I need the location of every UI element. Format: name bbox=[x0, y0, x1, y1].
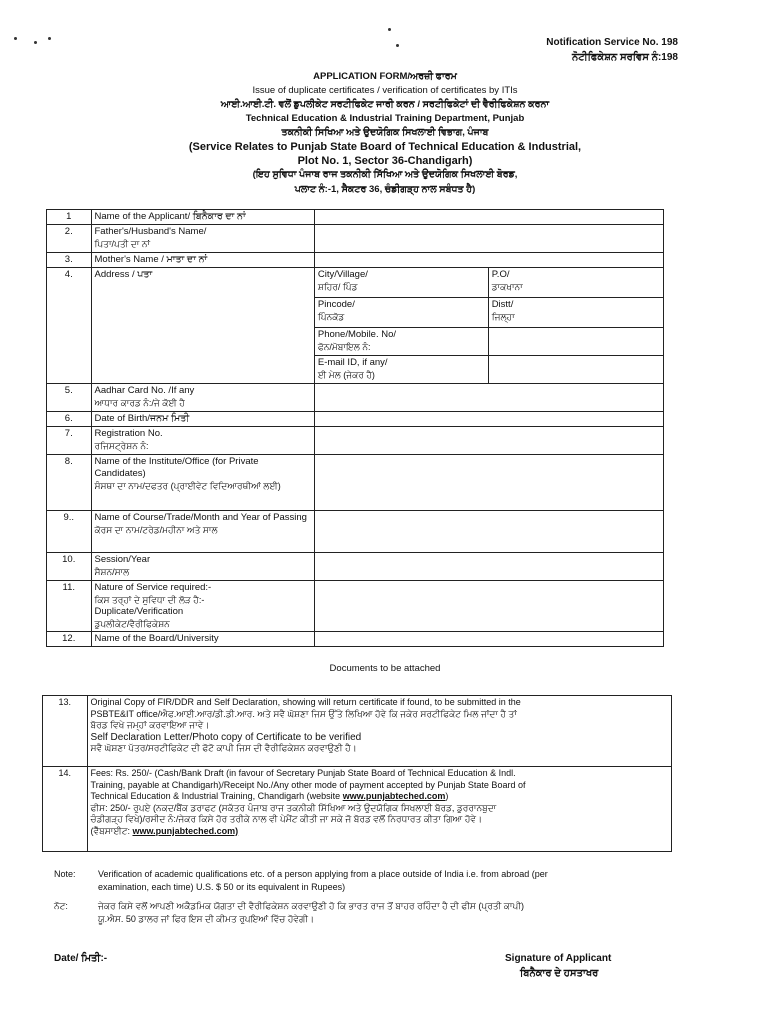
service-relation-line1: (Service Relates to Punjab State Board of Technical Education & Industrial, bbox=[188, 141, 582, 153]
label-en-2: Duplicate/Verification bbox=[94, 606, 184, 617]
dob-field[interactable] bbox=[314, 412, 663, 427]
applicant-name-field[interactable] bbox=[314, 210, 663, 225]
department-name-punjabi: ਤਕਨੀਕੀ ਸਿਖਿਆ ਅਤੇ ਉਦਯੋਗਿਕ ਸਿਖਲਾਈ ਵਿਭਾਗ, ਪੰਜਾਬ bbox=[281, 127, 489, 138]
label-pa: ਪਿੰਨਕੋਡ bbox=[317, 312, 345, 322]
mother-name-field[interactable] bbox=[314, 253, 663, 268]
row-number: 7. bbox=[47, 427, 92, 455]
scan-speck bbox=[396, 44, 399, 47]
doc-line: (ਵੈੱਬਸਾਈਟ: bbox=[90, 825, 130, 836]
session-field[interactable] bbox=[314, 553, 663, 581]
service-relation-punjabi-line1: (ਇਹ ਸੁਵਿਧਾ ਪੰਜਾਬ ਰਾਜ ਤਕਨੀਕੀ ਸਿੱਖਿਆ ਅਤੇ ਉਦਯੋਗਿਕ ਸਿਖਲਾਈ ਬੋਰਡ, bbox=[252, 169, 518, 180]
registration-label bbox=[91, 427, 314, 455]
doc-line: Technical Education & Industrial Training, Chandigarh (website bbox=[90, 791, 341, 801]
table-row bbox=[43, 767, 672, 852]
row-number: 8. bbox=[47, 455, 92, 511]
note-line: ਯੂ.ਐਸ. 50 ਡਾਲਰ ਜਾਂ ਫਿਰ ਇਸ ਦੀ ਕੀਮਤ ਰੁਪਇਆਂ ਵਿੱਚ ਹੋਵੇਗੀ। bbox=[98, 914, 315, 924]
father-husband-name-label bbox=[91, 225, 314, 253]
doc-line: PSBTE&IT office/ਐਫ.ਆਈ.ਆਰ/ਡੀ.ਡੀ.ਆਰ. ਅਤੇ ਸਵੈ ਘੋਸ਼ਣਾ ਜਿਸ ਉੱਤੇ ਲਿਖਿਆ ਹੋਵੇ ਕਿ ਜਕੇਰ ਸਰਟੀਫਿਕੇਟ ਮਿਲ ਜਾਂਦਾ ਹੈ ਤਾਂ bbox=[90, 708, 517, 719]
po-field[interactable] bbox=[488, 268, 553, 298]
row-number: 6. bbox=[47, 412, 92, 427]
service-relation-punjabi-line2: ਪਲਾਟ ਨੰ:-1, ਸੈਕਟਰ 36, ਚੰਡੀਗੜ੍ਹ ਨਾਲ ਸਬੰਧਤ ਹੈ) bbox=[294, 184, 476, 195]
note-line: examination, each time) U.S. $ 50 or its equivalent in Rupees) bbox=[98, 882, 346, 892]
service-relation-line2: Plot No. 1, Sector 36-Chandigarh) bbox=[297, 155, 473, 167]
table-row bbox=[47, 210, 664, 225]
row-number: 11. bbox=[47, 581, 92, 632]
label-pa: ਜਿਲ੍ਹਾ bbox=[491, 312, 515, 322]
scan-speck bbox=[34, 41, 37, 44]
row-number: 4. bbox=[47, 268, 92, 384]
label-en: Name of Course/Trade/Month and Year of Passing bbox=[94, 512, 307, 523]
application-form-table bbox=[46, 209, 664, 647]
board-label: Name of the Board/University bbox=[91, 632, 314, 647]
scan-speck bbox=[14, 37, 17, 40]
label-pa: ਰਜਿਸਟ੍ਰੇਸ਼ਨ ਨੰ: bbox=[94, 441, 149, 451]
table-row bbox=[43, 696, 672, 767]
city-village-field[interactable] bbox=[314, 268, 488, 298]
row-number: 14. bbox=[43, 767, 88, 852]
district-field[interactable] bbox=[488, 298, 553, 328]
label-pa: ਸੰਸਥਾ ਦਾ ਨਾਮ/ਦਫਤਰ (ਪ੍ਰਾਈਵੇਟ ਵਿਦਿਆਰਥੀਆਂ ਲਈ) bbox=[94, 481, 281, 491]
notification-number-punjabi: ਨੋਟੀਫਿਕੇਸ਼ਨ ਸਰਵਿਸ ਨੰ:198 bbox=[572, 52, 678, 63]
doc-line: ਸਵੈ ਘੋਸ਼ਣਾ ਪੱਤਰ/ਸਰਟੀਫਿਕੇਟ ਦੀ ਫੋਟੋ ਕਾਪੀ ਜਿਸ ਦੀ ਵੈਰੀਫਿਕੇਸ਼ਨ ਕਰਵਾਉਣੀ ਹੈ। bbox=[90, 743, 357, 753]
document-fir-item bbox=[87, 696, 671, 767]
table-row bbox=[47, 253, 664, 268]
note-label: Note: bbox=[54, 869, 76, 879]
email-label bbox=[314, 356, 488, 384]
scan-speck bbox=[388, 28, 391, 31]
table-row bbox=[47, 581, 664, 632]
row-number: 10. bbox=[47, 553, 92, 581]
mother-name-label: Mother's Name / ਮਾਤਾ ਦਾ ਨਾਂ bbox=[91, 253, 314, 268]
label-en: Registration No. bbox=[94, 428, 163, 439]
date-label: Date/ ਮਿਤੀ:- bbox=[54, 953, 108, 964]
note-text bbox=[98, 868, 688, 894]
notification-number: Notification Service No. 198 bbox=[546, 37, 678, 48]
label-en: P.O/ bbox=[491, 269, 510, 280]
label-en: E-mail ID, if any/ bbox=[317, 357, 388, 368]
website-link-punjabi[interactable]: www.punjabteched.com) bbox=[132, 825, 239, 836]
table-row bbox=[47, 455, 664, 511]
doc-line: ਫੀਸ: 250/- ਰੁਪਏ (ਨਕਦ/ਬੈਂਕ ਡਰਾਫਟ (ਸਕੱਤਰ ਪੰਜਾਬ ਰਾਜ ਤਕਨੀਕੀ ਸਿੱਖਿਆ ਅਤੇ ਉਦਯੋਗਿਕ ਸਿਖਲਾਈ ਬੋਰਡ, ਡੁਰਰਾਨਬੁਦਾ bbox=[90, 802, 497, 813]
label-pa: ਕੋਰਸ ਦਾ ਨਾਮ/ਟਰੇਡ/ਮਹੀਨਾ ਅਤੇ ਸਾਲ bbox=[94, 525, 218, 535]
course-field[interactable] bbox=[314, 511, 663, 553]
note-line: ਜੇਕਰ ਕਿਸੇ ਵਲੋਂ ਆਪਣੀ ਅਕੈਡਮਿਕ ਯੋਗਤਾ ਦੀ ਵੈਰੀਫਿਕੇਸ਼ਨ ਕਰਵਾਉਣੀ ਹੋ ਕਿ ਭਾਰਤ ਰਾਜ ਤੋਂ ਬਾਹਰ ਰਹਿੰਦਾ ਹੈ ਦੀ ਫੀਸ (ਪ੍ਰਤੀ ਕਾਪੀ) bbox=[98, 901, 524, 911]
website-link[interactable]: www.punjabteched.com bbox=[342, 791, 446, 801]
form-subtitle-punjabi: ਆਈ.ਆਈ.ਟੀ. ਵਲੋਂ ਡੁਪਲੀਕੇਟ ਸਰਟੀਫਿਕੇਟ ਜਾਰੀ ਕਰਨ / ਸਰਟੀਫਿਕੇਟਾਂ ਦੀ ਵੈਰੀਫਿਕੇਸ਼ਨ ਕਰਨਾ bbox=[220, 99, 550, 110]
doc-line: Self Declaration Letter/Photo copy of Certificate to be verified bbox=[90, 731, 362, 743]
table-row bbox=[47, 553, 664, 581]
label-pa: ਆਧਾਰ ਕਾਰਡ ਨੰ:/ਜੇ ਕੋਈ ਹੈ bbox=[94, 398, 185, 408]
service-nature-label bbox=[91, 581, 314, 632]
label-en: Nature of Service required:- bbox=[94, 582, 212, 593]
label-pa: ਪਿਤਾ/ਪਤੀ ਦਾ ਨਾਂ bbox=[94, 239, 151, 249]
table-row bbox=[47, 412, 664, 427]
table-row bbox=[47, 384, 664, 412]
table-row bbox=[47, 268, 664, 298]
label-pa: ਸੈਸ਼ਨ/ਸਾਲ bbox=[94, 567, 130, 577]
label-en: Name of the Institute/Office (for Private Candidates) bbox=[94, 456, 259, 479]
documents-table bbox=[42, 695, 672, 852]
label-pa: ਈ ਮੇਲ (ਜੇਕਰ ਹੈ) bbox=[317, 370, 375, 380]
aadhar-field[interactable] bbox=[314, 384, 663, 412]
label-pa: ਫੋਨ/ਮੋਬਾਇਲ ਨੰ: bbox=[317, 342, 371, 352]
label-en: Pincode/ bbox=[317, 299, 355, 310]
address-label: Address / ਪਤਾ bbox=[91, 268, 314, 384]
label-en: Phone/Mobile. No/ bbox=[317, 329, 397, 340]
label-en: Distt/ bbox=[491, 299, 514, 310]
course-label bbox=[91, 511, 314, 553]
row-number: 12. bbox=[47, 632, 92, 647]
doc-line: ਚੰਡੀਗੜ੍ਹ ਵਿਖੇ)/ਰਸੀਦ ਨੰ:/ਜੇਕਰ ਕਿਸੇ ਹੋਰ ਤਰੀਕੇ ਨਾਲ ਵੀ ਪੇਮੈਂਟ ਕੀਤੀ ਜਾ ਸਕੇ ਜੋ ਬੋਰਡ ਵਲੋਂ ਨਿਰਧਾਰਤ ਕੀਤਾ ਗਿਆ ਹੋਵੇ। bbox=[90, 814, 483, 824]
note-line: Verification of academic qualifications etc. of a person applying from a place outside of India i.e. from abroad (per bbox=[98, 869, 548, 879]
po-value[interactable] bbox=[554, 268, 664, 298]
doc-line-end: ) bbox=[445, 791, 449, 801]
pincode-field[interactable] bbox=[314, 298, 488, 328]
row-number: 13. bbox=[43, 696, 88, 767]
doc-line: ਬੋਰਡ ਵਿਖੇ ਜਮ੍ਹਾਂ ਕਰਵਾਇਆ ਜਾਵੇ। bbox=[90, 720, 210, 730]
phone-label bbox=[314, 328, 488, 356]
note-label-punjabi: ਨੋਟ: bbox=[54, 901, 68, 911]
note-text-punjabi bbox=[98, 900, 688, 926]
table-row bbox=[47, 225, 664, 253]
institute-label bbox=[91, 455, 314, 511]
email-field[interactable] bbox=[488, 356, 663, 384]
district-value[interactable] bbox=[554, 298, 664, 328]
doc-line: Training, payable at Chandigarh)/Receipt No./Any other mode of payment accepted by Punjab State Board of bbox=[90, 779, 526, 790]
institute-field[interactable] bbox=[314, 455, 663, 511]
scan-speck bbox=[48, 37, 51, 40]
doc-line: Fees: Rs. 250/- (Cash/Bank Draft (in favour of Secretary Punjab State Board of Technical Education & Indl. bbox=[90, 768, 516, 778]
applicant-name-label: Name of the Applicant/ ਬਿਨੈਕਾਰ ਦਾ ਨਾਂ bbox=[91, 210, 314, 225]
label-en: Father's/Husband's Name/ bbox=[94, 226, 207, 237]
registration-field[interactable] bbox=[314, 427, 663, 455]
documents-heading: Documents to be attached bbox=[329, 663, 441, 674]
form-subtitle: Issue of duplicate certificates / verification of certificates by ITIs bbox=[252, 85, 518, 96]
table-row bbox=[47, 511, 664, 553]
board-field[interactable] bbox=[314, 632, 663, 647]
label-en: Aadhar Card No. /If any bbox=[94, 385, 195, 396]
row-number: 3. bbox=[47, 253, 92, 268]
session-label bbox=[91, 553, 314, 581]
service-nature-field[interactable] bbox=[314, 581, 663, 632]
row-number: 1 bbox=[47, 210, 92, 225]
row-number: 5. bbox=[47, 384, 92, 412]
row-number: 9.. bbox=[47, 511, 92, 553]
department-name: Technical Education & Industrial Training Department, Punjab bbox=[245, 113, 525, 124]
father-husband-name-field[interactable] bbox=[314, 225, 663, 253]
table-row bbox=[47, 427, 664, 455]
label-en: Session/Year bbox=[94, 554, 151, 565]
aadhar-label bbox=[91, 384, 314, 412]
doc-line: Original Copy of FIR/DDR and Self Declaration, showing will return certificate if found, to be submitted in the bbox=[90, 697, 521, 707]
label-pa: ਸ਼ਹਿਰ/ ਪਿੰਡ bbox=[317, 282, 358, 292]
form-title: APPLICATION FORM/ਅਰਜ਼ੀ ਫਾਰਮ bbox=[313, 71, 457, 82]
label-pa: ਡਾਕਖਾਨਾ bbox=[491, 282, 523, 292]
label-pa: ਕਿਸ ਤਰ੍ਹਾਂ ਦੇ ਸੁਵਿਧਾ ਦੀ ਲੋੜ ਹੈ:- bbox=[94, 595, 205, 605]
phone-field[interactable] bbox=[488, 328, 663, 356]
row-number: 2. bbox=[47, 225, 92, 253]
signature-label: Signature of Applicant bbox=[505, 953, 612, 964]
dob-label: Date of Birth/ਜਨਮ ਮਿਤੀ bbox=[91, 412, 314, 427]
label-en: City/Village/ bbox=[317, 269, 368, 280]
document-fees-item bbox=[87, 767, 671, 852]
table-row bbox=[47, 632, 664, 647]
label-pa-2: ਡੁਪਲੀਕੇਟ/ਵੈਰੀਫਿਕੇਸ਼ਨ bbox=[94, 619, 170, 629]
signature-label-punjabi: ਬਿਨੈਕਾਰ ਦੇ ਹਸਤਾਖਰ bbox=[520, 968, 599, 979]
